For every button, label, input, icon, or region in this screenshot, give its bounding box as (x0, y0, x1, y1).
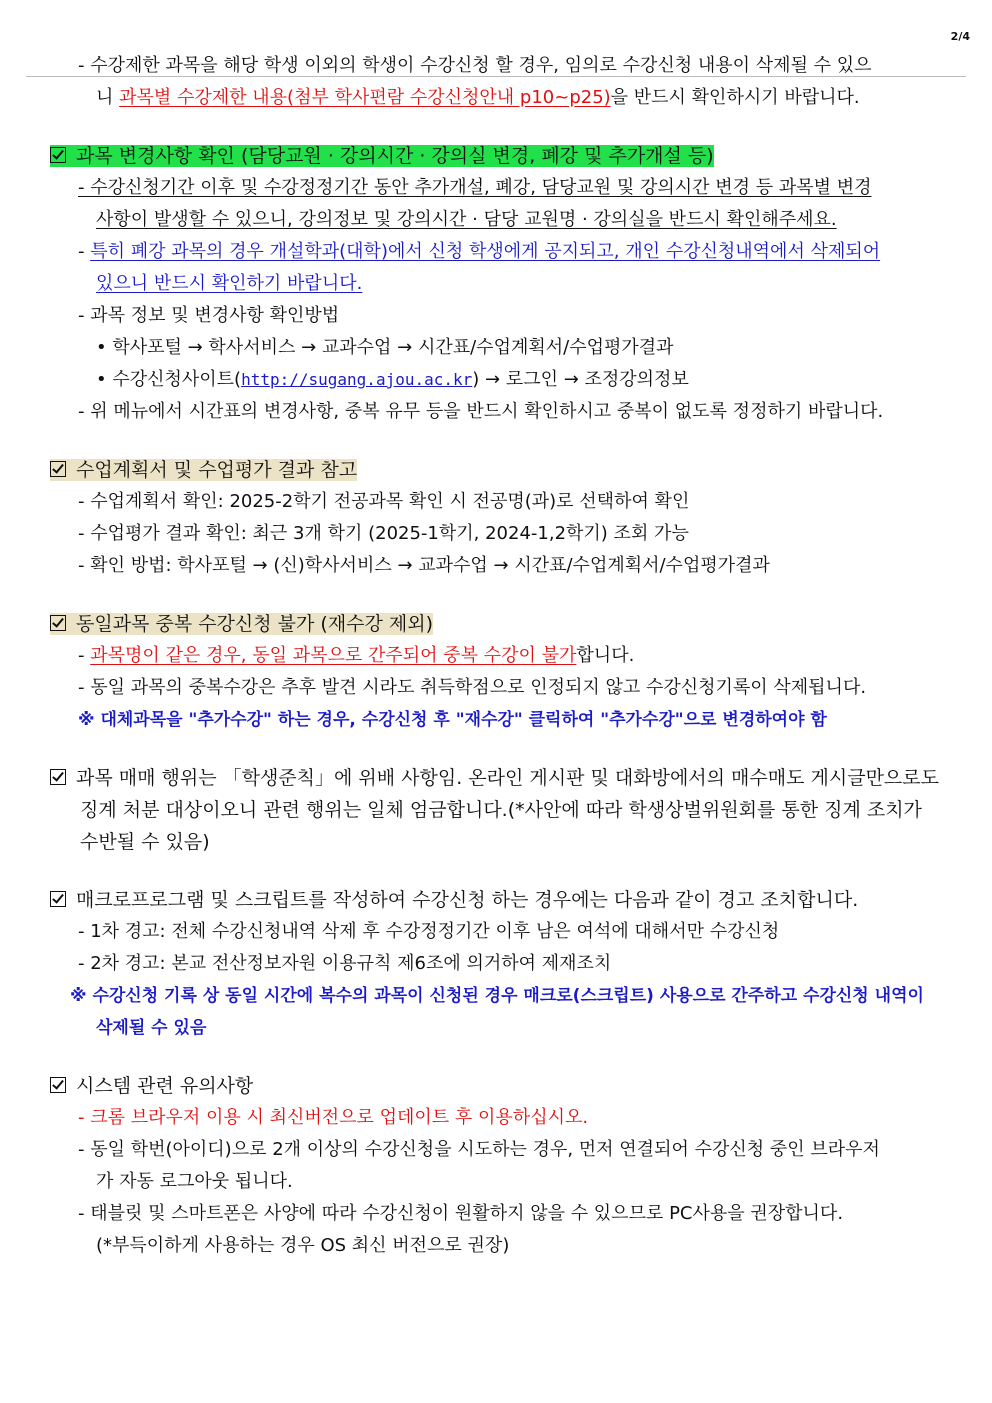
intro-line-1: - 수강제한 과목을 해당 학생 이외의 학생이 수강신청 할 경우, 임의로 수강신청 내용이 삭제될 수 있으 (78, 55, 872, 76)
intro-line-2 (50, 82, 970, 114)
change-item-2-dash: - (78, 241, 91, 262)
system-item-3-line-1: - 태블릿 및 스마트폰은 사양에 따라 수강신청이 원활하지 않을 수 있으므로 PC사용을 권장합니다. (78, 1203, 844, 1224)
section-duplicate-heading (50, 608, 970, 640)
change-bullet-2 (50, 364, 970, 396)
checkbox-icon (50, 615, 66, 631)
section-change-heading (50, 140, 970, 172)
duplicate-note: ※ 대체과목을 "추가수강" 하는 경우, 수강신청 후 "재수강" 클릭하여 "추가수강"으로 변경하여야 함 (78, 710, 827, 730)
macro-item-2: - 2차 경고: 본교 전산정보자원 이용규칙 제6조에 의거하여 제재조치 (78, 953, 612, 974)
section-trade-line-1-text: 과목 매매 행위는 「학생준칙」에 위배 사항임. 온라인 게시판 및 대화방에서의 매수매도 게시글만으로도 (76, 767, 939, 789)
section-syllabus-heading-text: 수업계획서 및 수업평가 결과 참고 (76, 459, 358, 481)
checkbox-icon (50, 461, 66, 477)
section-syllabus-heading-highlight (50, 459, 357, 481)
change-item-2-line-2: 있으니 반드시 확인하기 바랍니다. (96, 273, 363, 294)
syllabus-item-1: - 수업계획서 확인: 2025-2학기 전공과목 확인 시 전공명(과)로 선택하여 확인 (78, 491, 690, 512)
checkbox-icon (50, 769, 66, 785)
syllabus-item-2: - 수업평가 결과 확인: 최근 3개 학기 (2025-1학기, 2024-1,2학기) 조회 가능 (78, 523, 689, 544)
change-bullet-1: • 학사포털 → 학사서비스 → 교과수업 → 시간표/수업계획서/수업평가결과 (96, 337, 674, 358)
duplicate-item-1-red: 과목명이 같은 경우, 동일 과목으로 간주되어 중복 수강이 불가 (90, 645, 577, 666)
section-change-heading-highlight (50, 145, 714, 167)
section-trade-line-1 (50, 762, 970, 794)
duplicate-item-2: - 동일 과목의 중복수강은 추후 발견 시라도 취득학점으로 인정되지 않고 수강신청기록이 삭제됩니다. (78, 677, 867, 698)
change-bullet-2-pre: • 수강신청사이트( (96, 369, 242, 390)
change-item-2-text: 특히 폐강 과목의 경우 개설학과(대학)에서 신청 학생에게 공지되고, 개인 수강신청내역에서 삭제되어 (90, 241, 881, 262)
duplicate-item-1-dash: - (78, 645, 91, 666)
duplicate-item-1 (50, 640, 970, 672)
section-duplicate-heading-highlight (50, 613, 433, 635)
duplicate-item-1-post: 합니다. (576, 645, 635, 666)
checkbox-icon (50, 147, 66, 163)
course-restriction-reference: 과목별 수강제한 내용(첨부 학사편람 수강신청안내 p10~p25) (119, 87, 611, 108)
notice-body (50, 50, 970, 1262)
checkbox-icon (50, 1077, 66, 1093)
system-item-3-line-2: (*부득이하게 사용하는 경우 OS 최신 버전으로 권장) (96, 1235, 510, 1256)
change-item-2-line-1 (50, 236, 970, 268)
macro-note-line-2: 삭제될 수 있음 (96, 1018, 207, 1038)
section-macro-heading (50, 884, 970, 916)
syllabus-item-3: - 확인 방법: 학사포털 → (신)학사서비스 → 교과수업 → 시간표/수업계획서/수업평가결과 (78, 555, 770, 576)
intro-line-2-post: 을 반드시 확인하시기 바랍니다. (610, 87, 860, 108)
system-item-1: - 크롬 브라우저 이용 시 최신버전으로 업데이트 후 이용하십시오. (78, 1107, 589, 1128)
section-trade-line-3: 수반될 수 있음) (80, 831, 210, 853)
change-item-1-line-1: - 수강신청기간 이후 및 수강정정기간 동안 추가개설, 폐강, 담당교원 및 강의시간 변경 등 과목별 변경 (78, 177, 872, 198)
change-item-4: - 위 메뉴에서 시간표의 변경사항, 중복 유무 등을 반드시 확인하시고 중복이 없도록 정정하기 바랍니다. (78, 401, 884, 422)
sugang-site-link[interactable]: http://sugang.ajou.ac.kr (241, 370, 473, 389)
section-macro-heading-text: 매크로프로그램 및 스크립트를 작성하여 수강신청 하는 경우에는 다음과 같이 경고 조치합니다. (76, 889, 859, 911)
macro-item-1: - 1차 경고: 전체 수강신청내역 삭제 후 수강정정기간 이후 남은 여석에 대해서만 수강신청 (78, 921, 780, 942)
intro-line-2-pre: 니 (96, 87, 120, 108)
checkbox-icon (50, 891, 66, 907)
change-bullet-2-post: ) → 로그인 → 조정강의정보 (472, 369, 689, 390)
page-number: 2/4 (950, 30, 970, 43)
section-trade-line-2: 징계 처분 대상이오니 관련 행위는 일체 엄금합니다.(*사안에 따라 학생상벌위원회를 통한 징계 조치가 (80, 799, 922, 821)
section-syllabus-heading (50, 454, 970, 486)
change-item-3: - 과목 정보 및 변경사항 확인방법 (78, 305, 340, 326)
section-system-heading-text: 시스템 관련 유의사항 (76, 1075, 254, 1097)
change-item-1-line-2: 사항이 발생할 수 있으니, 강의정보 및 강의시간 · 담당 교원명 · 강의실을 반드시 확인해주세요. (96, 209, 837, 230)
system-item-2-line-1: - 동일 학번(아이디)으로 2개 이상의 수강신청을 시도하는 경우, 먼저 연결되어 수강신청 중인 브라우저 (78, 1139, 880, 1160)
section-system-heading (50, 1070, 970, 1102)
section-change-heading-text: 과목 변경사항 확인 (담당교원 · 강의시간 · 강의실 변경, 폐강 및 추가개설 등) (76, 145, 714, 167)
system-item-2-line-2: 가 자동 로그아웃 됩니다. (96, 1171, 293, 1192)
macro-note-line-1: ※ 수강신청 기록 상 동일 시간에 복수의 과목이 신청된 경우 매크로(스크립트) 사용으로 간주하고 수강신청 내역이 (70, 986, 924, 1006)
section-duplicate-heading-text: 동일과목 중복 수강신청 불가 (재수강 제외) (76, 613, 434, 635)
